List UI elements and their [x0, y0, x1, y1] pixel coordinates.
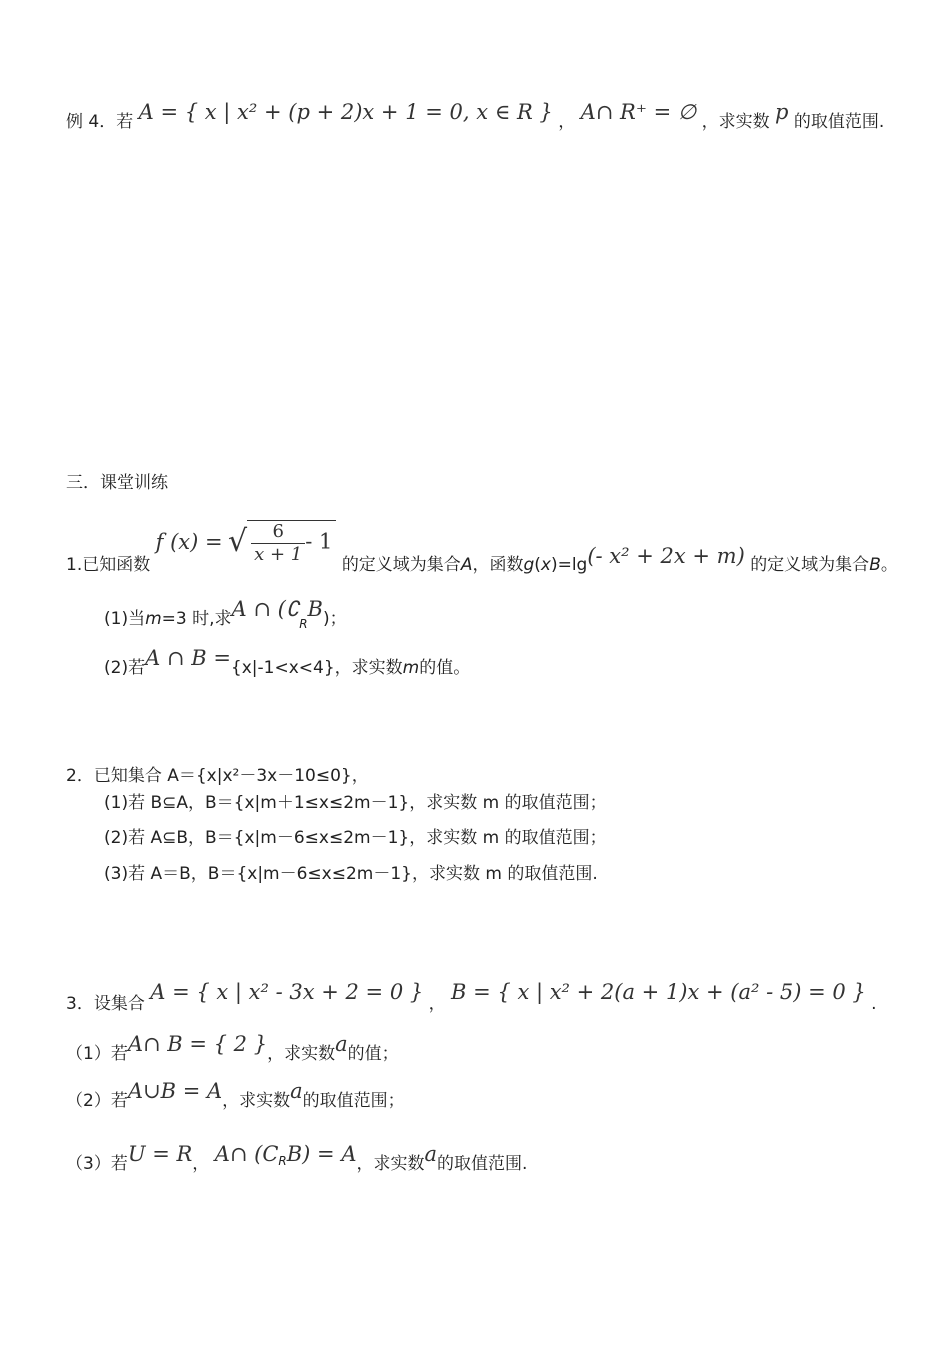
sqrt-icon: √: [228, 523, 248, 559]
complement-expression: A ∩ (∁: [231, 597, 300, 621]
question-1: [66, 512, 898, 575]
q1-part-2: [104, 646, 471, 679]
function-g: g: [523, 554, 535, 575]
variable-m: m: [145, 609, 162, 629]
subscript-r: R: [299, 617, 308, 631]
fraction-denominator: x + 1: [251, 543, 305, 566]
q1-p1-eq: =3 时,求: [161, 609, 232, 629]
minus-one: - 1: [305, 529, 333, 554]
fraction-numerator: 6: [272, 521, 284, 542]
separator: ，: [428, 994, 446, 1014]
set-a-label: A: [460, 554, 473, 575]
set-b-label: B: [869, 554, 881, 575]
subscript-r: R: [278, 1154, 287, 1168]
q2-part-2: (2)若 A⊆B，B＝{x|m－6≤x≤2m－1}，求实数 m 的取值范围；: [104, 828, 607, 848]
q1-p2-prefix: (2)若: [104, 658, 146, 678]
set-b-definition: B = { x | x² + 2(a + 1)x + (a² - 5) = 0 }: [451, 980, 866, 1004]
section-heading: 三．课堂训练: [66, 473, 168, 493]
intersection-expression: A ∩ B =: [145, 646, 231, 670]
variable-a: a: [424, 1142, 438, 1166]
q3-p1-prefix: （1）若: [66, 1044, 128, 1064]
q1-tail: 的定义域为集合: [750, 554, 870, 575]
q3-p2-end: 的取值范围；: [302, 1091, 405, 1111]
q3-p1-mid: ，求实数: [267, 1044, 336, 1064]
q1-part-1: [104, 597, 347, 631]
set-b-symbol: B: [307, 597, 323, 621]
q3-prefix: 3．设集合: [66, 994, 145, 1014]
variable-p: p: [775, 100, 789, 124]
q1-end: 。: [880, 554, 898, 575]
separator-text: ，求实数: [701, 112, 770, 132]
example-4-tail: 的取值范围.: [793, 112, 885, 132]
q3-p1-end: 的值；: [347, 1044, 399, 1064]
q2-part-3: (3)若 A＝B，B＝{x|m－6≤x≤2m－1}，求实数 m 的取值范围.: [104, 864, 598, 884]
paren-open: (: [534, 554, 541, 575]
interval-set: {x|-1<x<4}: [230, 658, 335, 678]
lg-text: )=lg: [550, 554, 588, 575]
sqrt-content: [247, 520, 336, 565]
q3-part-2: [66, 1079, 405, 1112]
q3-end: .: [871, 994, 877, 1014]
union-expression: A∪B = A: [127, 1079, 223, 1103]
q3-p2-prefix: （2）若: [66, 1091, 128, 1111]
example-4-label: 例 4．若: [66, 112, 134, 132]
intersection-condition: A∩ R⁺ = ∅: [580, 100, 697, 124]
intersection-expression: A∩ B = { 2 }: [127, 1032, 268, 1056]
q1-p2-mid: ，求实数: [334, 658, 403, 678]
q3-p3-prefix: （3）若: [66, 1154, 128, 1174]
universal-set: U = R: [127, 1142, 193, 1166]
q1-prefix: 1.已知函数: [66, 554, 151, 575]
q1-mid: 的定义域为集合: [341, 554, 461, 575]
variable-a: a: [290, 1079, 303, 1103]
q3-stem: [66, 980, 877, 1015]
variable-x: x: [540, 554, 551, 575]
q3-p3-mid: ，求实数: [356, 1154, 425, 1174]
q2-stem: 2．已知集合 A＝{x|x²－3x－10≤0}，: [66, 766, 369, 786]
q1-mid2: ，函数: [472, 554, 524, 575]
example-4: [66, 100, 885, 133]
q3-part-1: [66, 1032, 399, 1065]
set-a-definition: A = { x | x² - 3x + 2 = 0 }: [150, 980, 424, 1004]
q1-function-f: f (x) =: [155, 529, 223, 554]
q1-p1-end: )；: [322, 609, 347, 629]
q3-p2-mid: ，求实数: [222, 1091, 291, 1111]
variable-a: a: [335, 1032, 348, 1056]
variable-m: m: [402, 658, 420, 678]
lg-argument: (- x² + 2x + m): [587, 543, 745, 568]
q1-p1-prefix: (1)当: [104, 609, 146, 629]
complement-expression: A∩ (C: [214, 1142, 279, 1166]
q3-part-3: [66, 1142, 528, 1175]
set-a-definition: A = { x | x² + (p + 2)x + 1 = 0, x ∈ R }: [138, 100, 553, 124]
fraction: [251, 521, 305, 565]
q2-part-1: (1)若 B⊆A，B＝{x|m＋1≤x≤2m－1}，求实数 m 的取值范围；: [104, 793, 607, 813]
complement-expression-end: B) = A: [286, 1142, 357, 1166]
separator: ，: [558, 112, 576, 132]
q3-p3-end: 的取值范围.: [437, 1154, 528, 1174]
separator: ，: [192, 1154, 210, 1174]
q1-p2-end: 的值。: [419, 658, 471, 678]
